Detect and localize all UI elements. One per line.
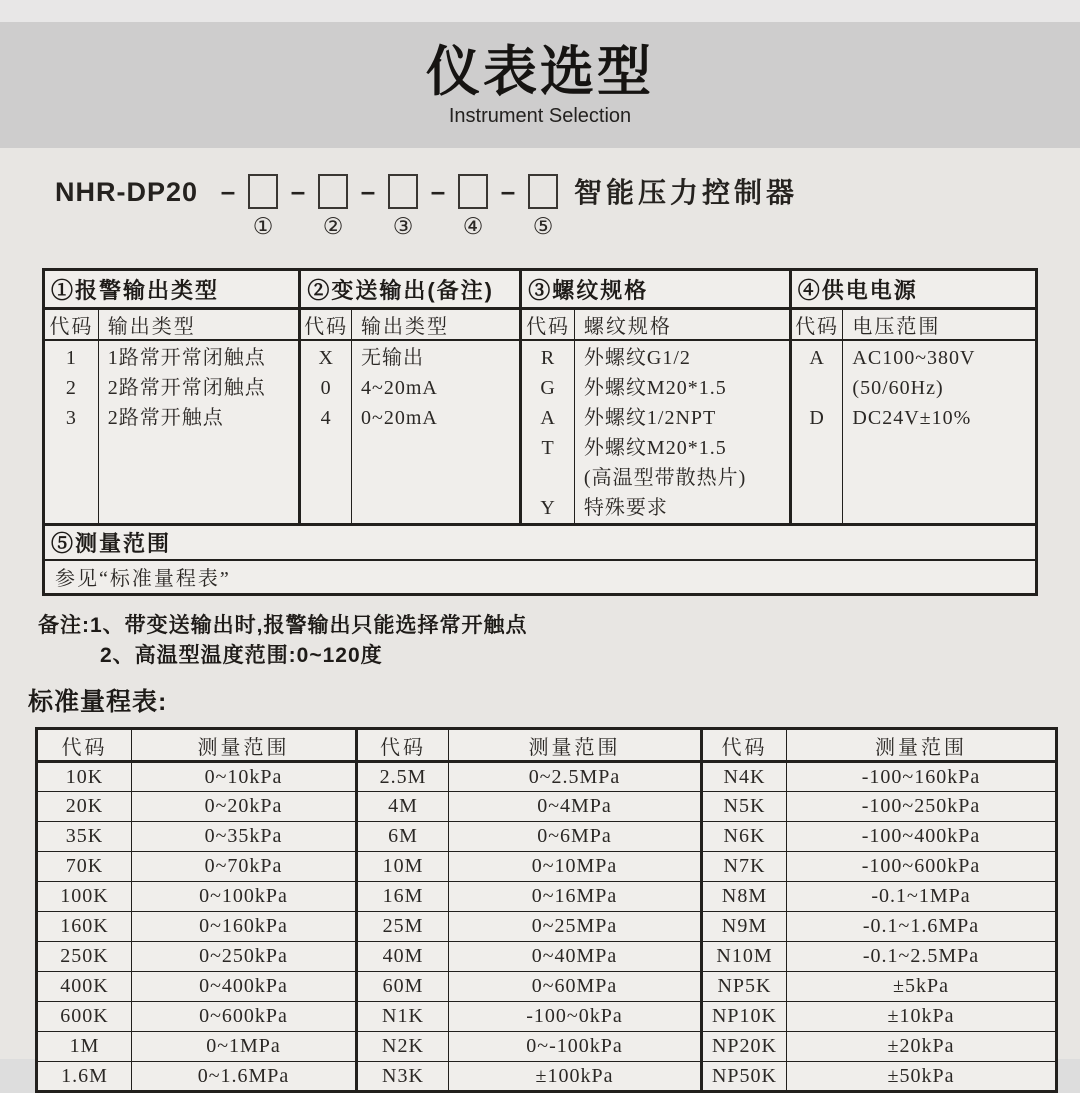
notes-section	[38, 611, 1080, 671]
range-value-header: 测量范围	[787, 729, 1057, 762]
code-cell: NP10K	[702, 1002, 787, 1032]
measure-range-note-row	[44, 560, 1037, 595]
range-cell: ±50kPa	[787, 1062, 1057, 1092]
range-cell: ±100kPa	[449, 1062, 702, 1092]
range-cell: 0~16MPa	[449, 882, 702, 912]
code-cell: N2K	[357, 1032, 449, 1062]
range-row	[37, 912, 1057, 942]
range-cell: 0~100kPa	[132, 882, 357, 912]
range-cell: -0.1~1.6MPa	[787, 912, 1057, 942]
code-cell: 1.6M	[37, 1062, 132, 1092]
code-cell: 100K	[37, 882, 132, 912]
model-number: NHR-DP20	[55, 177, 199, 207]
range-code-header: 代码	[357, 729, 449, 762]
dash-separator: –	[290, 176, 306, 206]
range-cell: -100~250kPa	[787, 792, 1057, 822]
range-cell: -0.1~1MPa	[787, 882, 1057, 912]
range-cell: ±20kPa	[787, 1032, 1057, 1062]
range-row	[37, 1032, 1057, 1062]
measure-range-label: ⑤测量范围	[44, 525, 1037, 560]
code-column-header: 代码	[521, 309, 575, 341]
code-cell: 6M	[357, 822, 449, 852]
code-cell: 4M	[357, 792, 449, 822]
range-cell: 0~250kPa	[132, 942, 357, 972]
code-cell: N5K	[702, 792, 787, 822]
code-cell: 10K	[37, 762, 132, 792]
model-slot-3	[386, 174, 420, 238]
code-cell: 40M	[357, 942, 449, 972]
measure-range-label-row	[44, 525, 1037, 560]
circled-number-5: ⑤	[532, 213, 554, 239]
range-cell: 0~1MPa	[132, 1032, 357, 1062]
range-cell: 0~35kPa	[132, 822, 357, 852]
code-cell: N8M	[702, 882, 787, 912]
code-cell: N6K	[702, 822, 787, 852]
range-row	[37, 942, 1057, 972]
code-cell: N9M	[702, 912, 787, 942]
range-cell: -100~600kPa	[787, 852, 1057, 882]
dash-separator: –	[360, 176, 376, 206]
blank-box-4	[458, 174, 488, 209]
selection-subheader-row	[44, 309, 1037, 341]
top-strip	[0, 0, 1080, 22]
code-cell: N10M	[702, 942, 787, 972]
dash-separator: –	[500, 176, 516, 206]
code-cell: 20K	[37, 792, 132, 822]
desc-column-header: 电压范围	[843, 309, 1037, 341]
code-cell: 25M	[357, 912, 449, 942]
blank-box-2	[318, 174, 348, 209]
range-cell: 0~10MPa	[449, 852, 702, 882]
range-row	[37, 1002, 1057, 1032]
range-table-header-row	[37, 729, 1057, 762]
range-cell: 0~160kPa	[132, 912, 357, 942]
range-cell: -100~160kPa	[787, 762, 1057, 792]
group-header-power-supply: ④供电电源	[790, 270, 1036, 309]
desc-column-header: 螺纹规格	[574, 309, 790, 341]
thread-descs-cell: 外螺纹G1/2 外螺纹M20*1.5 外螺纹1/2NPT 外螺纹M20*1.5 (高温型带散热片) 特殊要求	[574, 340, 790, 525]
circled-number-3: ③	[392, 213, 414, 239]
header-banner	[0, 22, 1080, 148]
code-column-header: 代码	[300, 309, 352, 341]
range-cell: 0~400kPa	[132, 972, 357, 1002]
model-slot-4	[456, 174, 490, 238]
blank-box-5	[528, 174, 558, 209]
range-cell: -100~0kPa	[449, 1002, 702, 1032]
code-cell: 16M	[357, 882, 449, 912]
code-cell: N3K	[357, 1062, 449, 1092]
code-cell: NP50K	[702, 1062, 787, 1092]
standard-range-table	[35, 727, 1058, 1093]
group-header-alarm-output: ①报警输出类型	[44, 270, 300, 309]
group-header-transmit-output: ②变送输出(备注)	[300, 270, 521, 309]
code-column-header: 代码	[44, 309, 99, 341]
model-slot-5	[526, 174, 560, 238]
measure-range-note: 参见“标准量程表”	[44, 560, 1037, 595]
range-row	[37, 972, 1057, 1002]
range-cell: 0~-100kPa	[449, 1032, 702, 1062]
range-row	[37, 1062, 1057, 1092]
circled-number-1: ①	[252, 213, 274, 239]
transmit-descs-cell: 无输出 4~20mA 0~20mA	[352, 340, 521, 525]
code-cell: 160K	[37, 912, 132, 942]
desc-column-header: 输出类型	[98, 309, 300, 341]
range-cell: 0~600kPa	[132, 1002, 357, 1032]
range-cell: 0~20kPa	[132, 792, 357, 822]
alarm-descs-cell: 1路常开常闭触点 2路常开常闭触点 2路常开触点	[98, 340, 300, 525]
range-cell: ±10kPa	[787, 1002, 1057, 1032]
range-row	[37, 792, 1057, 822]
range-cell: 0~70kPa	[132, 852, 357, 882]
code-cell: 250K	[37, 942, 132, 972]
dash-separator: –	[220, 176, 236, 206]
model-slot-1	[246, 174, 280, 238]
alarm-codes-cell: 1 2 3	[44, 340, 99, 525]
range-cell: -100~400kPa	[787, 822, 1057, 852]
page-title: 仪表选型	[426, 41, 654, 102]
group-header-thread-spec: ③螺纹规格	[521, 270, 791, 309]
range-code-header: 代码	[37, 729, 132, 762]
range-value-header: 测量范围	[449, 729, 702, 762]
code-cell: NP5K	[702, 972, 787, 1002]
note-line-1: 备注:1、带变送输出时,报警输出只能选择常开触点	[38, 614, 528, 637]
page-subtitle: Instrument Selection	[448, 104, 632, 127]
model-code-row	[55, 174, 1080, 238]
range-row	[37, 852, 1057, 882]
range-cell: 0~40MPa	[449, 942, 702, 972]
code-cell: N4K	[702, 762, 787, 792]
code-cell: NP20K	[702, 1032, 787, 1062]
range-cell: 0~1.6MPa	[132, 1062, 357, 1092]
code-cell: 1M	[37, 1032, 132, 1062]
circled-number-4: ④	[462, 213, 484, 239]
note-line-2: 2、高温型温度范围:0~120度	[100, 644, 383, 667]
code-cell: N1K	[357, 1002, 449, 1032]
product-name: 智能压力控制器	[574, 177, 799, 208]
dash-separator: –	[430, 176, 446, 206]
selection-group-header-row	[44, 270, 1037, 309]
code-cell: 10M	[357, 852, 449, 882]
range-table-title: 标准量程表:	[28, 688, 168, 716]
model-slot-2	[316, 174, 350, 238]
selection-data-row	[44, 340, 1037, 525]
code-cell: 600K	[37, 1002, 132, 1032]
code-cell: 70K	[37, 852, 132, 882]
desc-column-header: 输出类型	[352, 309, 521, 341]
blank-box-3	[388, 174, 418, 209]
range-code-header: 代码	[702, 729, 787, 762]
code-column-header: 代码	[790, 309, 843, 341]
range-row	[37, 822, 1057, 852]
circled-number-2: ②	[322, 213, 344, 239]
blank-box-1	[248, 174, 278, 209]
range-row	[37, 762, 1057, 792]
model-code-section	[55, 174, 1080, 238]
range-cell: 0~4MPa	[449, 792, 702, 822]
range-row	[37, 882, 1057, 912]
code-cell: 60M	[357, 972, 449, 1002]
range-cell: ±5kPa	[787, 972, 1057, 1002]
selection-table	[42, 268, 1038, 596]
thread-codes-cell: R G A T Y	[521, 340, 575, 525]
transmit-codes-cell: X 0 4	[300, 340, 352, 525]
range-cell: 0~10kPa	[132, 762, 357, 792]
code-cell: 35K	[37, 822, 132, 852]
range-cell: -0.1~2.5MPa	[787, 942, 1057, 972]
range-cell: 0~60MPa	[449, 972, 702, 1002]
code-cell: 400K	[37, 972, 132, 1002]
range-cell: 0~25MPa	[449, 912, 702, 942]
range-value-header: 测量范围	[132, 729, 357, 762]
range-cell: 0~6MPa	[449, 822, 702, 852]
range-cell: 0~2.5MPa	[449, 762, 702, 792]
power-codes-cell: A D	[790, 340, 843, 525]
code-cell: 2.5M	[357, 762, 449, 792]
code-cell: N7K	[702, 852, 787, 882]
power-descs-cell: AC100~380V (50/60Hz) DC24V±10%	[843, 340, 1037, 525]
